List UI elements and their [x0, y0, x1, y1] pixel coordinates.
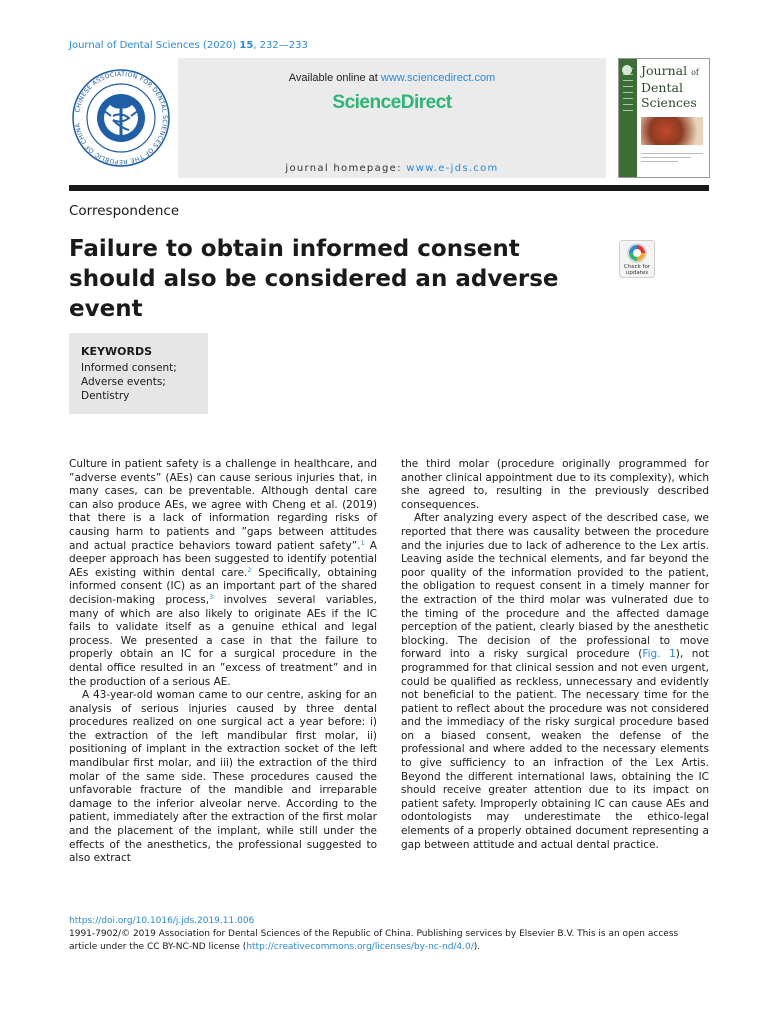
- copyright-close: ).: [473, 942, 481, 952]
- body-paragraph: the third molar (procedure originally programmed for another clinical appointment due to its complexity), which she agreed to, resulting in the previously described consequences.: [401, 458, 709, 511]
- body-column-right: [401, 458, 709, 852]
- cover-seal-icon: [622, 65, 632, 75]
- journal-homepage-prefix: journal homepage:: [285, 163, 407, 174]
- text-run: Specifically, obtaining informed consent (IC) as an important part of the shared decision-making process,: [69, 566, 378, 606]
- reference-link-1[interactable]: 1: [360, 538, 365, 547]
- cover-text-lines: [641, 153, 703, 165]
- association-logo: [69, 58, 173, 178]
- cover-title-line2: Dental: [641, 80, 683, 95]
- reference-link-2[interactable]: 2: [247, 565, 252, 574]
- cover-title-line1: Journal: [641, 63, 688, 78]
- cover-title: [641, 63, 699, 110]
- text-run: After analyzing every aspect of the described case, we reported that there was causality between the procedure and the injuries due to lack of adherence to the Lex artis. Leaving aside the technical elements, and far beyond the poor quality of the information provided to the patient, the obligation to request consent in a timely manner for the extraction of the third molar was vulnerated due to the timing of the procedure and the affected damage perception of the patient, clearly biased by the anesthetic blocking. The decision of the professional to move forward into a risky surgical procedure (: [401, 512, 709, 661]
- reference-link-3[interactable]: 3: [209, 592, 214, 601]
- sciencedirect-link[interactable]: www.sciencedirect.com: [380, 72, 496, 84]
- check-updates-label-2: updates: [625, 270, 649, 276]
- figure-reference-link[interactable]: Fig. 1: [642, 648, 676, 661]
- doi-link[interactable]: https://doi.org/10.1016/j.jds.2019.11.006: [69, 916, 255, 926]
- license-link[interactable]: http://creativecommons.org/licenses/by-nc-nd/4.0/: [246, 942, 474, 952]
- check-updates-label-1: Check for: [623, 264, 651, 270]
- cover-front: [637, 59, 709, 177]
- cover-spine: [621, 63, 635, 173]
- journal-pages: , 232—233: [253, 40, 308, 51]
- publisher-banner: [178, 58, 606, 178]
- body-paragraph: [401, 512, 709, 852]
- header-rule: [69, 185, 709, 191]
- journal-homepage-link[interactable]: www.e-jds.com: [406, 163, 499, 174]
- logo-ring-text: CHINESE ASSOCIATION FOR DENTAL SCIENCES OF THE REPUBLIC OF CHINA: [74, 70, 169, 166]
- keywords-list: [81, 361, 177, 403]
- available-online-prefix: Available online at: [288, 72, 381, 84]
- journal-citation[interactable]: [69, 40, 308, 51]
- journal-homepage: [178, 163, 606, 174]
- check-for-updates-button[interactable]: [619, 240, 655, 278]
- check-updates-icon: [628, 244, 646, 262]
- body-column-left: [69, 458, 377, 866]
- text-run: ), not programmed for that clinical session and not even urgent, could be qualified as reckless, unnecessary and evidently not beneficial to the patient. The necessary time for the patient to reflect about the procedure was not considered and the immediacy of the risky surgical procedure based on a biased consent, weaken the defense of the professional and where added to the necessary elements to give sufficiency to an infraction of the Lex Artis. Beyond the different international laws, obtaining the IC should receive greater attention due to its impact on patient safety. Improperly obtaining IC can cause AEs and odontologists may underestimate the ethico-legal elements of a properly obtained document representing a gap between attitude and actual dental practice.: [401, 648, 710, 851]
- copyright-text: 1991-7902/© 2019 Association for Dental Sciences of the Republic of China. Publishing services by Elsevier B.V. This is an open access article under the CC BY-NC-ND license (: [69, 929, 679, 952]
- masthead: [69, 58, 709, 178]
- sciencedirect-brand[interactable]: ScienceDirect: [332, 92, 452, 113]
- keyword-item[interactable]: Dentistry: [81, 390, 130, 402]
- body-paragraph: A 43-year-old woman came to our centre, asking for an analysis of serious injuries caused by three dental procedures realized on one surgical act a year before: i) the extraction of the left mandibular first molar, ii) positioning of implant in the extraction socket of the left mandibular first molar, and iii) the extraction of the third molar of the same side. These procedures caused the unfavorable fracture of the mandible and irreparable damage to the inferior alveolar nerve. According to the patient, immediately after the extraction of the first molar and the placement of the implant, while still under the effects of the anesthetics, the professional suggested to also extract: [69, 689, 377, 865]
- body-paragraph: [69, 458, 377, 689]
- available-online: [178, 72, 606, 84]
- journal-citation-prefix: Journal of Dental Sciences (2020): [69, 40, 240, 51]
- keyword-item[interactable]: Adverse events;: [81, 376, 166, 388]
- text-run: involves several variables, many of which are also likely to originate AEs if the IC fails to validate itself as a genuine ethical and legal process. We presented a case in that the failure to properly obtain an IC for a surgical procedure in the dental office resulted in an ”excess of treatment” and in the production of a serious AE.: [69, 593, 377, 688]
- cover-image: [641, 117, 703, 145]
- journal-cover[interactable]: [618, 58, 710, 178]
- keywords-box: [69, 333, 208, 414]
- keyword-item[interactable]: Informed consent;: [81, 362, 177, 374]
- cover-title-of: of: [691, 68, 699, 77]
- article-footer: [69, 915, 709, 954]
- text-run: A deeper approach has been suggested to identify potential AEs existing within dental care.: [69, 539, 377, 579]
- text-run: Culture in patient safety is a challenge in healthcare, and ”adverse events” (AEs) can cause serious injuries that, in many cases, can be preventable. Although dental care can also produce AEs, we agree with Cheng et al. (2019) that there is a lack of information regarding risks of causing harm to patients and ”gaps between attitudes and actual practice behaviors toward patient safety”.: [69, 458, 377, 552]
- article-category: Correspondence: [69, 203, 180, 219]
- copyright-notice: [69, 928, 709, 954]
- journal-volume: 15: [239, 40, 254, 51]
- keywords-heading: KEYWORDS: [81, 345, 153, 358]
- article-title: Failure to obtain informed consent should also be considered an adverse event: [69, 236, 559, 322]
- cover-title-line3: Sciences: [641, 95, 697, 110]
